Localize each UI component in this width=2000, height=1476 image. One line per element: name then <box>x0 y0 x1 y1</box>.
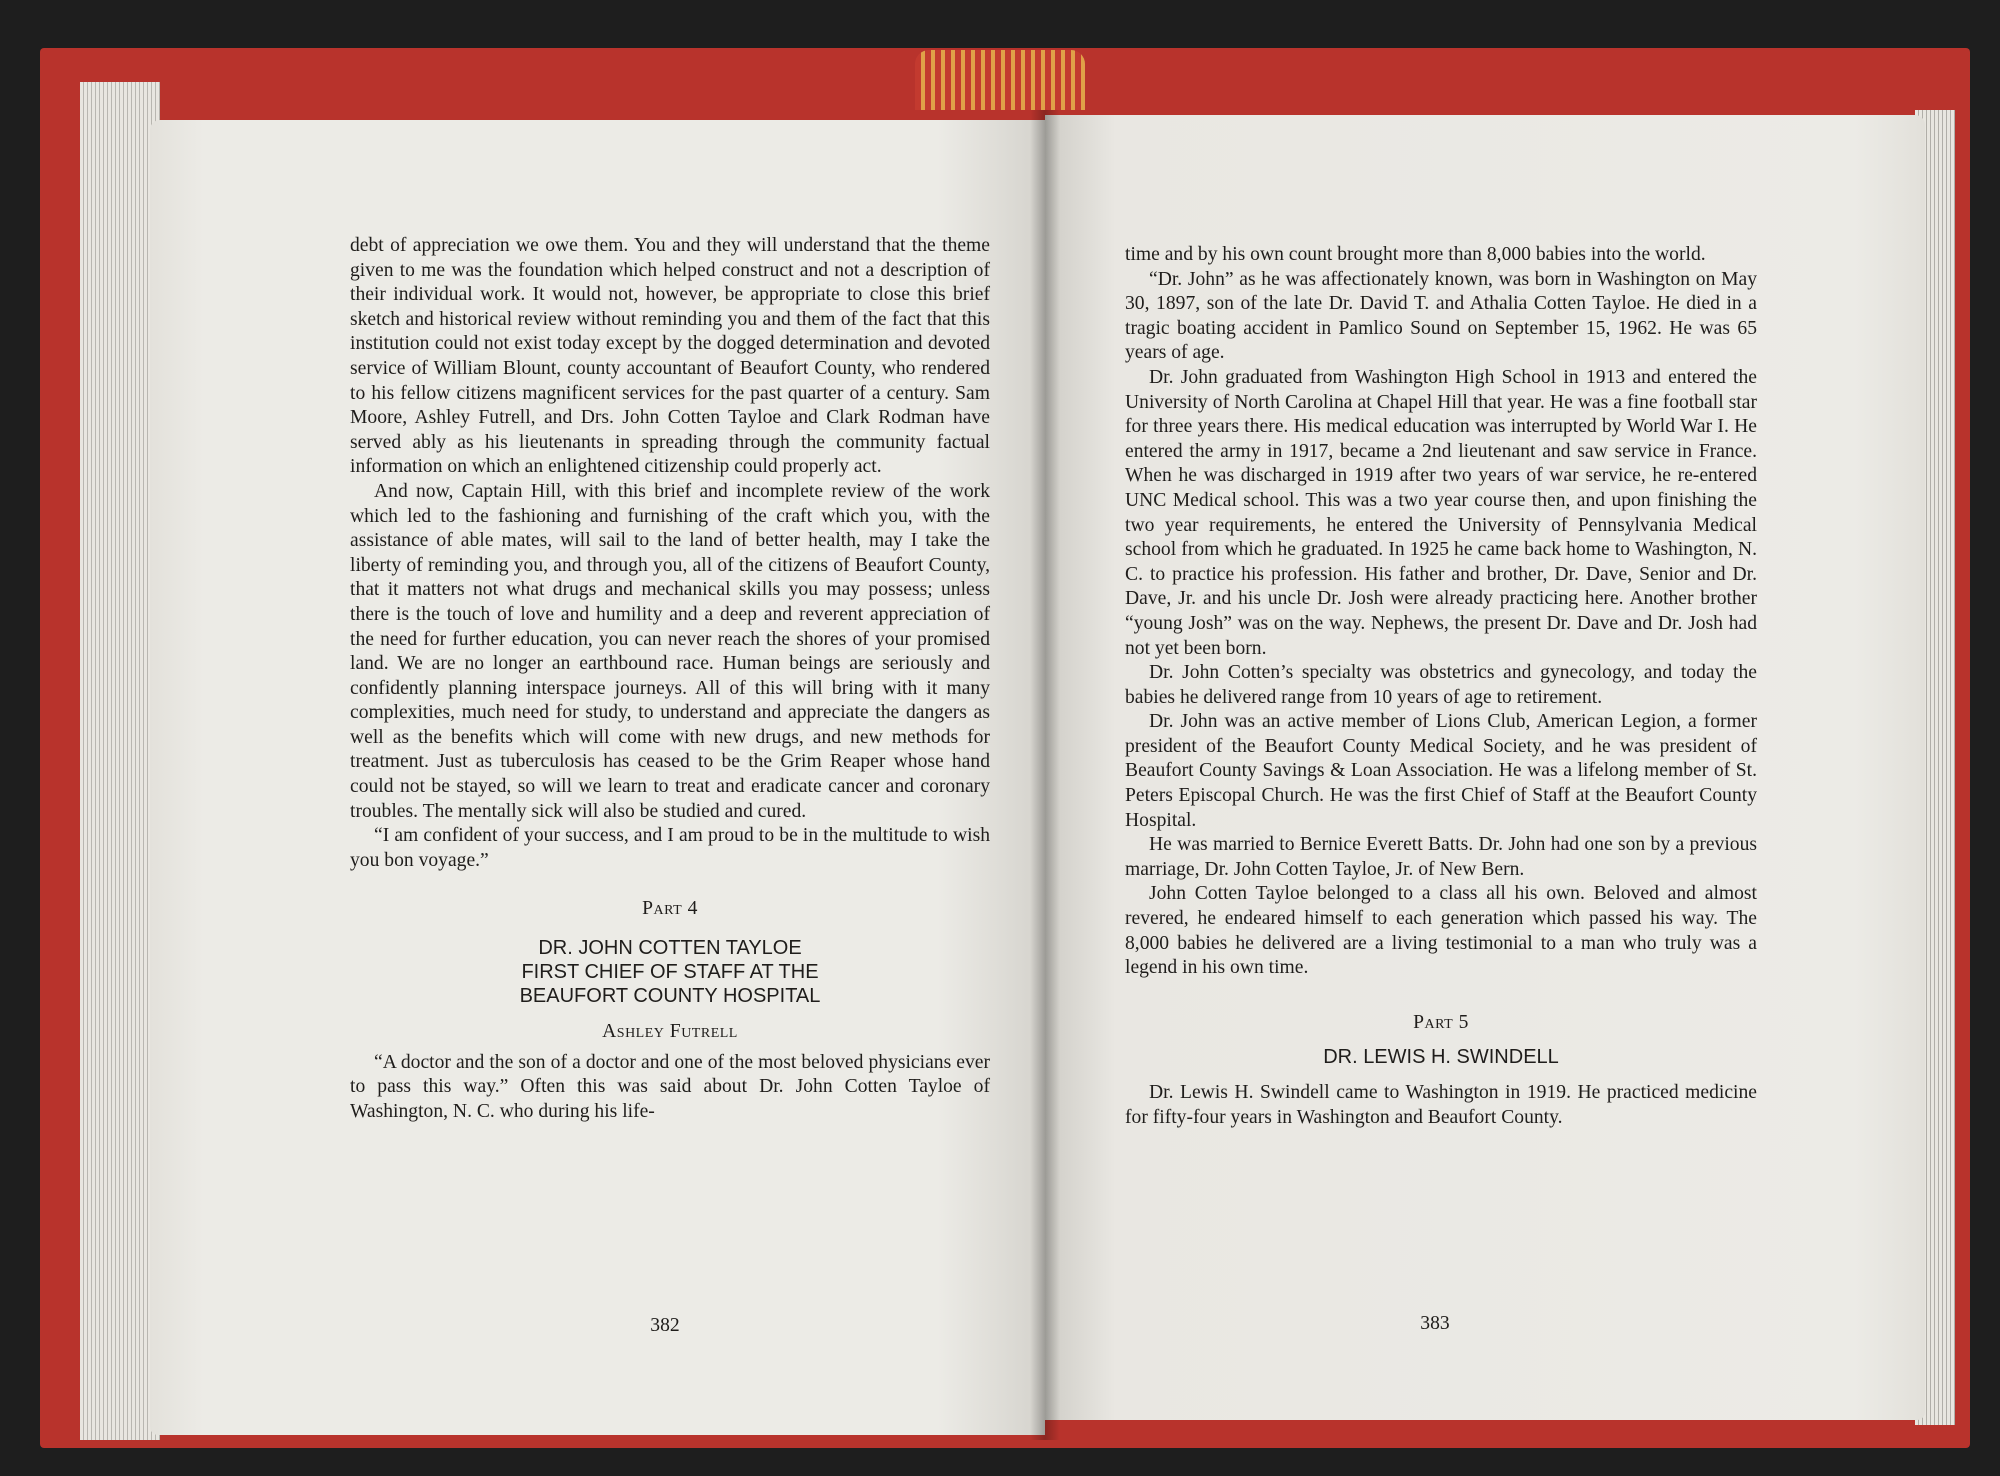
paragraph: Dr. Lewis H. Swindell came to Washington in 1919. He practiced medicine for fifty-four years in Washington and Beaufort County. <box>1125 1082 1757 1128</box>
paragraph: Dr. John Cotten’s specialty was obstetrics and gynecology, and today the babies he delivered range from 10 years of age to retirement. <box>1125 662 1757 708</box>
author-name: Ashley Futrell <box>602 1021 738 1043</box>
paragraph: And now, Captain Hill, with this brief and incomplete review of the work which led to the fashioning and furnishing of the craft which you, with the assistance of able mates, will sail to the land of better health, may I take the liberty of reminding you, and through you, all of the citizens of Beaufort County, that it matters not what drugs and mechanical skills you may possess; unless there is the touch of love and humility and a deep and reverent appreciation of the need for further education, you can never reach the shores of your promised land. We are no longer an earthbound race. Human beings are seriously and confidently planning interspace journeys. All of this will bring with it many complexities, much need for study, to understand and appreciate the dangers as well as the benefits which will come with new drugs, and new methods for treatment. Just as tuberculosis has ceased to be the Grim Reaper whose hand could not be stayed, so will we learn to treat and eradicate cancer and coronary troubles. The mentally sick will also be studied and cured. <box>350 480 990 822</box>
left-page-edges <box>80 82 160 1440</box>
paragraph: He was married to Bernice Everett Batts. Dr. John had one son by a previous marriage, Dr. John Cotten Tayloe, Jr. of New Bern. <box>1125 834 1757 880</box>
book-gutter <box>1030 110 1060 1440</box>
paragraph: Dr. John graduated from Washington High School in 1913 and entered the University of North Carolina at Chapel Hill that year. He was a fine football star for three years there. His medical education was interrupted by World War I. He entered the army in 1917, became a 2nd lieutenant and saw service in France. When he was discharged in 1919 after two years of war service, he re-entered UNC Medical school. This was a two year course then, and upon finishing the two year requirements, he entered the University of Pennsylvania Medical school from which he graduated. In 1925 he came back home to Washington, N. C. to practice his profession. His father and brother, Dr. Dave, Senior and Dr. Dave, Jr. and his uncle Dr. Josh were already practicing here. Another brother “young Josh” was on the way. Nephews, the present Dr. Dave and Dr. Josh had not yet been born. <box>1125 366 1757 659</box>
paragraph: “A doctor and the son of a doctor and one of the most beloved physicians ever to pass this way.” Often this was said about Dr. John Cotten Tayloe of Washington, N. C. who during his life- <box>350 1051 990 1122</box>
section-heading-line: BEAUFORT COUNTY HOSPITAL <box>519 985 821 1008</box>
paragraph: John Cotten Tayloe belonged to a class all his own. Beloved and almost revered, he endeared himself to each generation which passed his way. The 8,000 babies he delivered are a living testimonial to a man who truly was a legend in his own time. <box>1125 883 1757 979</box>
page-number: 382 <box>650 1315 680 1336</box>
left-page <box>150 120 1045 1435</box>
left-page-text <box>350 234 990 1124</box>
right-page <box>1045 115 1925 1420</box>
section-heading-line: FIRST CHIEF OF STAFF AT THE <box>521 961 819 984</box>
paragraph: time and by his own count brought more than 8,000 babies into the world. <box>1125 244 1706 265</box>
section-heading: DR. LEWIS H. SWINDELL <box>1323 1046 1559 1069</box>
paragraph: debt of appreciation we owe them. You and they will understand that the theme given to me was the foundation which helped construct and not a description of their individual work. It would not, however, be appropriate to close this brief sketch and historical review without reminding you and them of the fact that this institution could not exist today except by the dogged determination and devoted service of William Blount, county accountant of Beaufort County, who rendered to his fellow citizens magnificent services for the past quarter of a century. Sam Moore, Ashley Futrell, and Drs. John Cotten Tayloe and Clark Rodman have served ably as his lieutenants in spreading through the community factual information on which an enlightened citizenship could properly act. <box>350 235 990 478</box>
section-heading-line: DR. JOHN COTTEN TAYLOE <box>538 937 802 960</box>
paragraph: “Dr. John” as he was affectionately known, was born in Washington on May 30, 1897, son of the late Dr. David T. and Athalia Cotten Tayloe. He died in a tragic boating accident in Pamlico Sound on September 15, 1962. He was 65 years of age. <box>1125 268 1757 364</box>
part-label: Part 4 <box>642 898 698 920</box>
spine-headband <box>915 50 1085 110</box>
paragraph: Dr. John was an active member of Lions Club, American Legion, a former president of the Beaufort County Medical Society, and he was president of Beaufort County Savings & Loan Association. He was a lifelong member of St. Peters Episcopal Church. He was the first Chief of Staff at the Beaufort County Hospital. <box>1125 711 1757 831</box>
part-label: Part 5 <box>1413 1011 1469 1033</box>
paragraph: “I am confident of your success, and I am proud to be in the multitude to wish you bon voyage.” <box>350 825 990 871</box>
page-number: 383 <box>1420 1313 1450 1334</box>
right-page-text <box>1125 243 1757 1131</box>
